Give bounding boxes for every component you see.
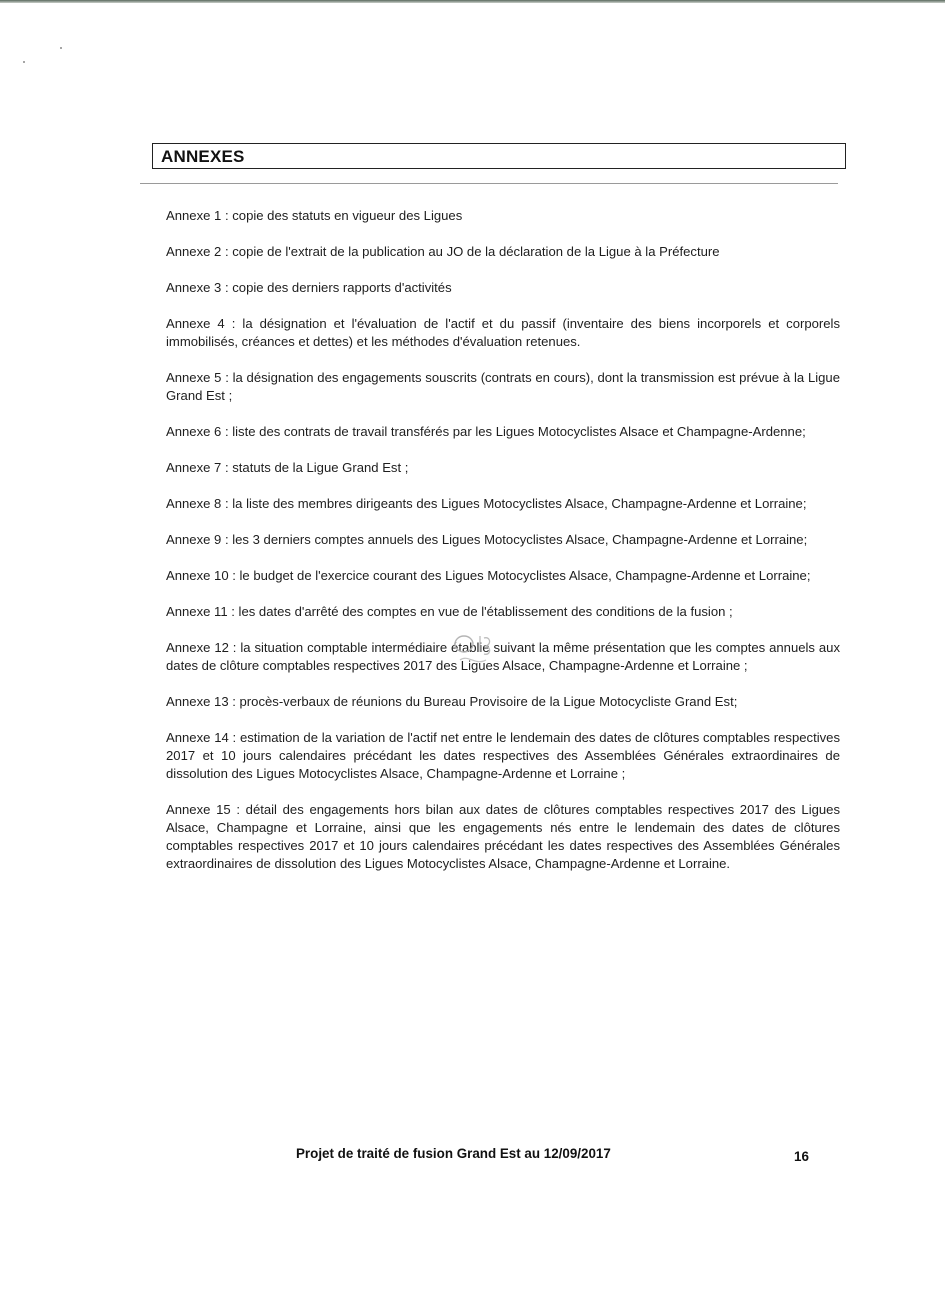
annex-list xyxy=(166,207,840,891)
scan-speck xyxy=(60,47,62,49)
section-title-box xyxy=(152,143,846,169)
annex-item-5: Annexe 5 : la désignation des engagements souscrits (contrats en cours), dont la transmission est prévue à la Ligue Grand Est ; xyxy=(166,370,840,403)
page-number: 16 xyxy=(794,1149,809,1164)
annex-item-3: Annexe 3 : copie des derniers rapports d'activités xyxy=(166,280,452,295)
annex-item-4: Annexe 4 : la désignation et l'évaluation de l'actif et du passif (inventaire des biens incorporels et corporels immobilisés, créances et dettes) et les méthodes d'évaluation retenues. xyxy=(166,316,840,349)
annex-item-14: Annexe 14 : estimation de la variation de l'actif net entre le lendemain des dates de clôtures comptables respectives 2017 et 10 jours calendaires précédant les dates respectives des Assemblées Générales extraordinaires de dissolution des Ligues Motocyclistes Alsace, Champagne-Ardenne et Lorraine ; xyxy=(166,730,840,781)
annex-item-13: Annexe 13 : procès-verbaux de réunions du Bureau Provisoire de la Ligue Motocycliste Grand Est; xyxy=(166,694,738,709)
annex-item-6: Annexe 6 : liste des contrats de travail transférés par les Ligues Motocyclistes Alsace et Champagne-Ardenne; xyxy=(166,424,806,439)
scan-speck xyxy=(23,61,25,63)
section-title: ANNEXES xyxy=(161,147,245,166)
annex-item-15: Annexe 15 : détail des engagements hors bilan aux dates de clôtures comptables respectives 2017 des Ligues Alsace, Champagne et Lorraine, ainsi que les engagements nés entre le lendemain des dates de clôtures comptables respectives 2017 et 10 jours calendaires précédant les dates respectives des Assemblées Générales extraordinaires de dissolution des Ligues Motocyclistes Alsace, Champagne-Ardenne et Lorraine. xyxy=(166,802,840,871)
footer-title: Projet de traité de fusion Grand Est au 12/09/2017 xyxy=(296,1146,611,1161)
annex-item-1: Annexe 1 : copie des statuts en vigueur des Ligues xyxy=(166,208,463,223)
annex-item-8: Annexe 8 : la liste des membres dirigeants des Ligues Motocyclistes Alsace, Champagne-Ardenne et Lorraine; xyxy=(166,496,807,511)
annex-item-11: Annexe 11 : les dates d'arrêté des comptes en vue de l'établissement des conditions de la fusion ; xyxy=(166,604,733,619)
scan-top-edge xyxy=(0,0,945,3)
annex-item-12: Annexe 12 : la situation comptable intermédiaire établie suivant la même présentation que les comptes annuels aux dates de clôture comptables respectives 2017 des Ligues Alsace, Champagne-Ardenne et Lorraine ; xyxy=(166,640,840,673)
annex-item-9: Annexe 9 : les 3 derniers comptes annuels des Ligues Motocyclistes Alsace, Champagne-Ardenne et Lorraine; xyxy=(166,532,808,547)
annex-item-2: Annexe 2 : copie de l'extrait de la publication au JO de la déclaration de la Ligue à la Préfecture xyxy=(166,244,720,259)
stamp-watermark xyxy=(446,632,504,672)
title-divider xyxy=(140,183,838,184)
annex-item-7: Annexe 7 : statuts de la Ligue Grand Est ; xyxy=(166,460,409,475)
annex-item-10: Annexe 10 : le budget de l'exercice courant des Ligues Motocyclistes Alsace, Champagne-Ardenne et Lorraine; xyxy=(166,568,811,583)
